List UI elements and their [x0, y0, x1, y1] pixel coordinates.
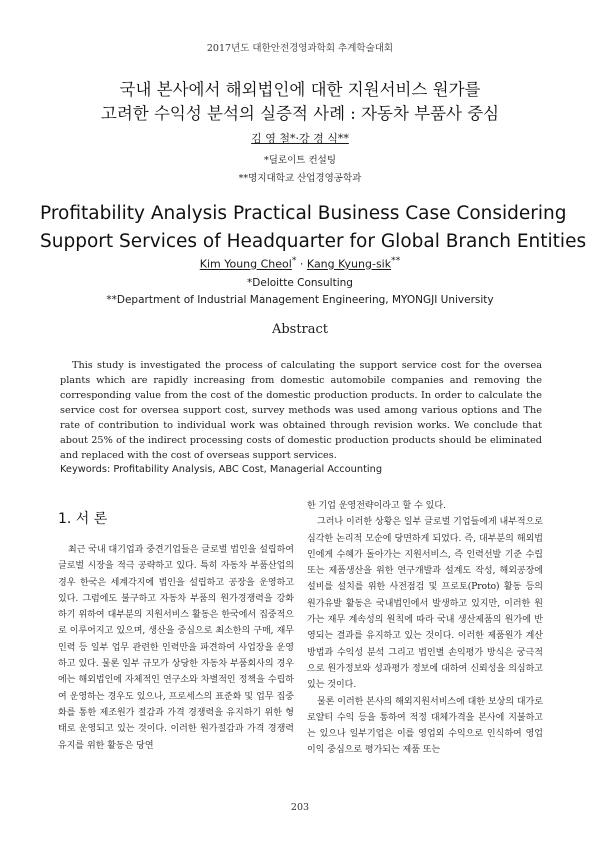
english-author-2: Kang Kyung-sik	[306, 257, 392, 271]
english-affiliation-2: **Department of Industrial Management Engineering, MYONGJI University	[106, 294, 494, 306]
abstract-text: This study is investigated the process of calculating the support service cost for the oversea plants which are rapidly increasing from domestic automobile companies and removing the corresponding value from the cost of the domestic production products. In order to calculate the service cost for oversea support cost, survey methods was used among various options and The rate of contribution to individual work was obtained through revision works. We conclude that about 25% of the indirect processing costs of domestic production products should be eliminated and replaced with the cost of overseas support services.	[60, 360, 542, 461]
korean-title-line2: 고려한 수익성 분석의 실증적 사례 : 자동차 부품사 중심	[100, 104, 500, 123]
keywords: Keywords: Profitability Analysis, ABC Cost, Managerial Accounting	[60, 464, 383, 475]
right-paragraph-1: 그러나 이러한 상황은 일부 글로벌 기업들에게 내부적으로 심각한 논리적 모순에 당면하게 되었다. 즉, 대부분의 해외법인에게 수혜가 돌아가는 지원서비스, 즉 인력선발 기준 수립 또는 제품생산을 위한 연구개발과 설계도 작성, 해외공장에 설비를 설치를 위한 사전점검 및 프로토(Proto) 활동 등의 원가유발 활동은 국내법인에서 발생하고 있지만, 이러한 원가는 재무 계속성의 원칙에 따라 국내 생산제품의 원가에 반영되는 결과를 유지하고 있는 것이다. 이러한 제품원가 계산방법과 수익성 분석 그리고 법인별 손익평가 방식은 궁극적으로 원가정보와 성과평가 정보에 대하여 신뢰성을 의심하고 있는 것이다.	[307, 517, 543, 691]
right-continuation: 한 기업 운영전략이라고 할 수 있다.	[307, 501, 446, 511]
abstract-heading: Abstract	[271, 322, 329, 337]
right-column	[307, 498, 543, 759]
author-1-mark: *	[291, 255, 297, 266]
english-authors	[0, 255, 600, 271]
right-paragraph-2: 물론 이러한 본사의 해외지원서비스에 대한 보상의 대가로 로얄티 수익 등을 통하여 적정 대체가격을 본사에 지불하고는 있으나 일부기업은 이를 영업외 수익으로 인식하여 영업이익 중심으로 평가되는 제품 또는	[307, 696, 543, 756]
author-2-mark: **	[391, 255, 401, 266]
english-title	[40, 200, 587, 256]
author-separator: ·	[296, 257, 307, 271]
korean-title-line1: 국내 본사에서 해외법인에 대한 지원서비스 원가를	[119, 80, 481, 99]
section-title: 1. 서 론	[58, 511, 108, 527]
english-author-1: Kim Young Cheol	[199, 257, 292, 271]
english-title-line1: Profitability Analysis Practical Business Case Considering	[40, 203, 567, 224]
abstract-body	[60, 358, 542, 463]
korean-title	[40, 78, 560, 126]
left-column	[58, 542, 294, 754]
korean-authors: 김 영 철*·강 경 식**	[251, 132, 349, 145]
left-paragraph: 최근 국내 대기업과 중견기업들은 글로벌 법인을 설립하여 글로벌 시장을 적극 공략하고 있다. 특히 자동차 부품산업의 경우 한국은 세계각지에 법인을 설립하고 공장을 운영하고 있다. 그럼에도 불구하고 자동차 부품의 원가경쟁력을 강화하기 위하여 대부분의 지원서비스 활동은 한국에서 집중적으로 이루어지고 있으며, 생산을 중심으로 최소한의 구매, 재무인력 등 일부 업무 관련한 인력만을 파견하여 사업장을 운영하고 있다. 물론 일부 규모가 상당한 자동차 부품회사의 경우에는 해외법인에 자체적인 연구소와 차별적인 정책을 수립하여 운영하는 경우도 있으나, 프로세스의 표준화 및 업무 집중화를 통한 제조원가 절감과 가격 경쟁력을 유지하기 위한 형태로 운영되고 있는 것이다. 이러한 원가절감과 가격 경쟁력 유지를 위한 활동은 당연	[58, 545, 294, 751]
korean-affiliation-2: **명지대학교 산업경영공학과	[238, 173, 362, 184]
page-number: 203	[290, 802, 310, 813]
korean-affiliation-1: *딜로이트 컨설팅	[263, 155, 336, 166]
english-title-line2: Support Services of Headquarter for Global Branch Entities	[40, 231, 587, 252]
english-affiliation-1: *Deloitte Consulting	[247, 277, 353, 289]
conference-header: 2017년도 대한안전경영과학회 추계학술대회	[206, 43, 394, 54]
